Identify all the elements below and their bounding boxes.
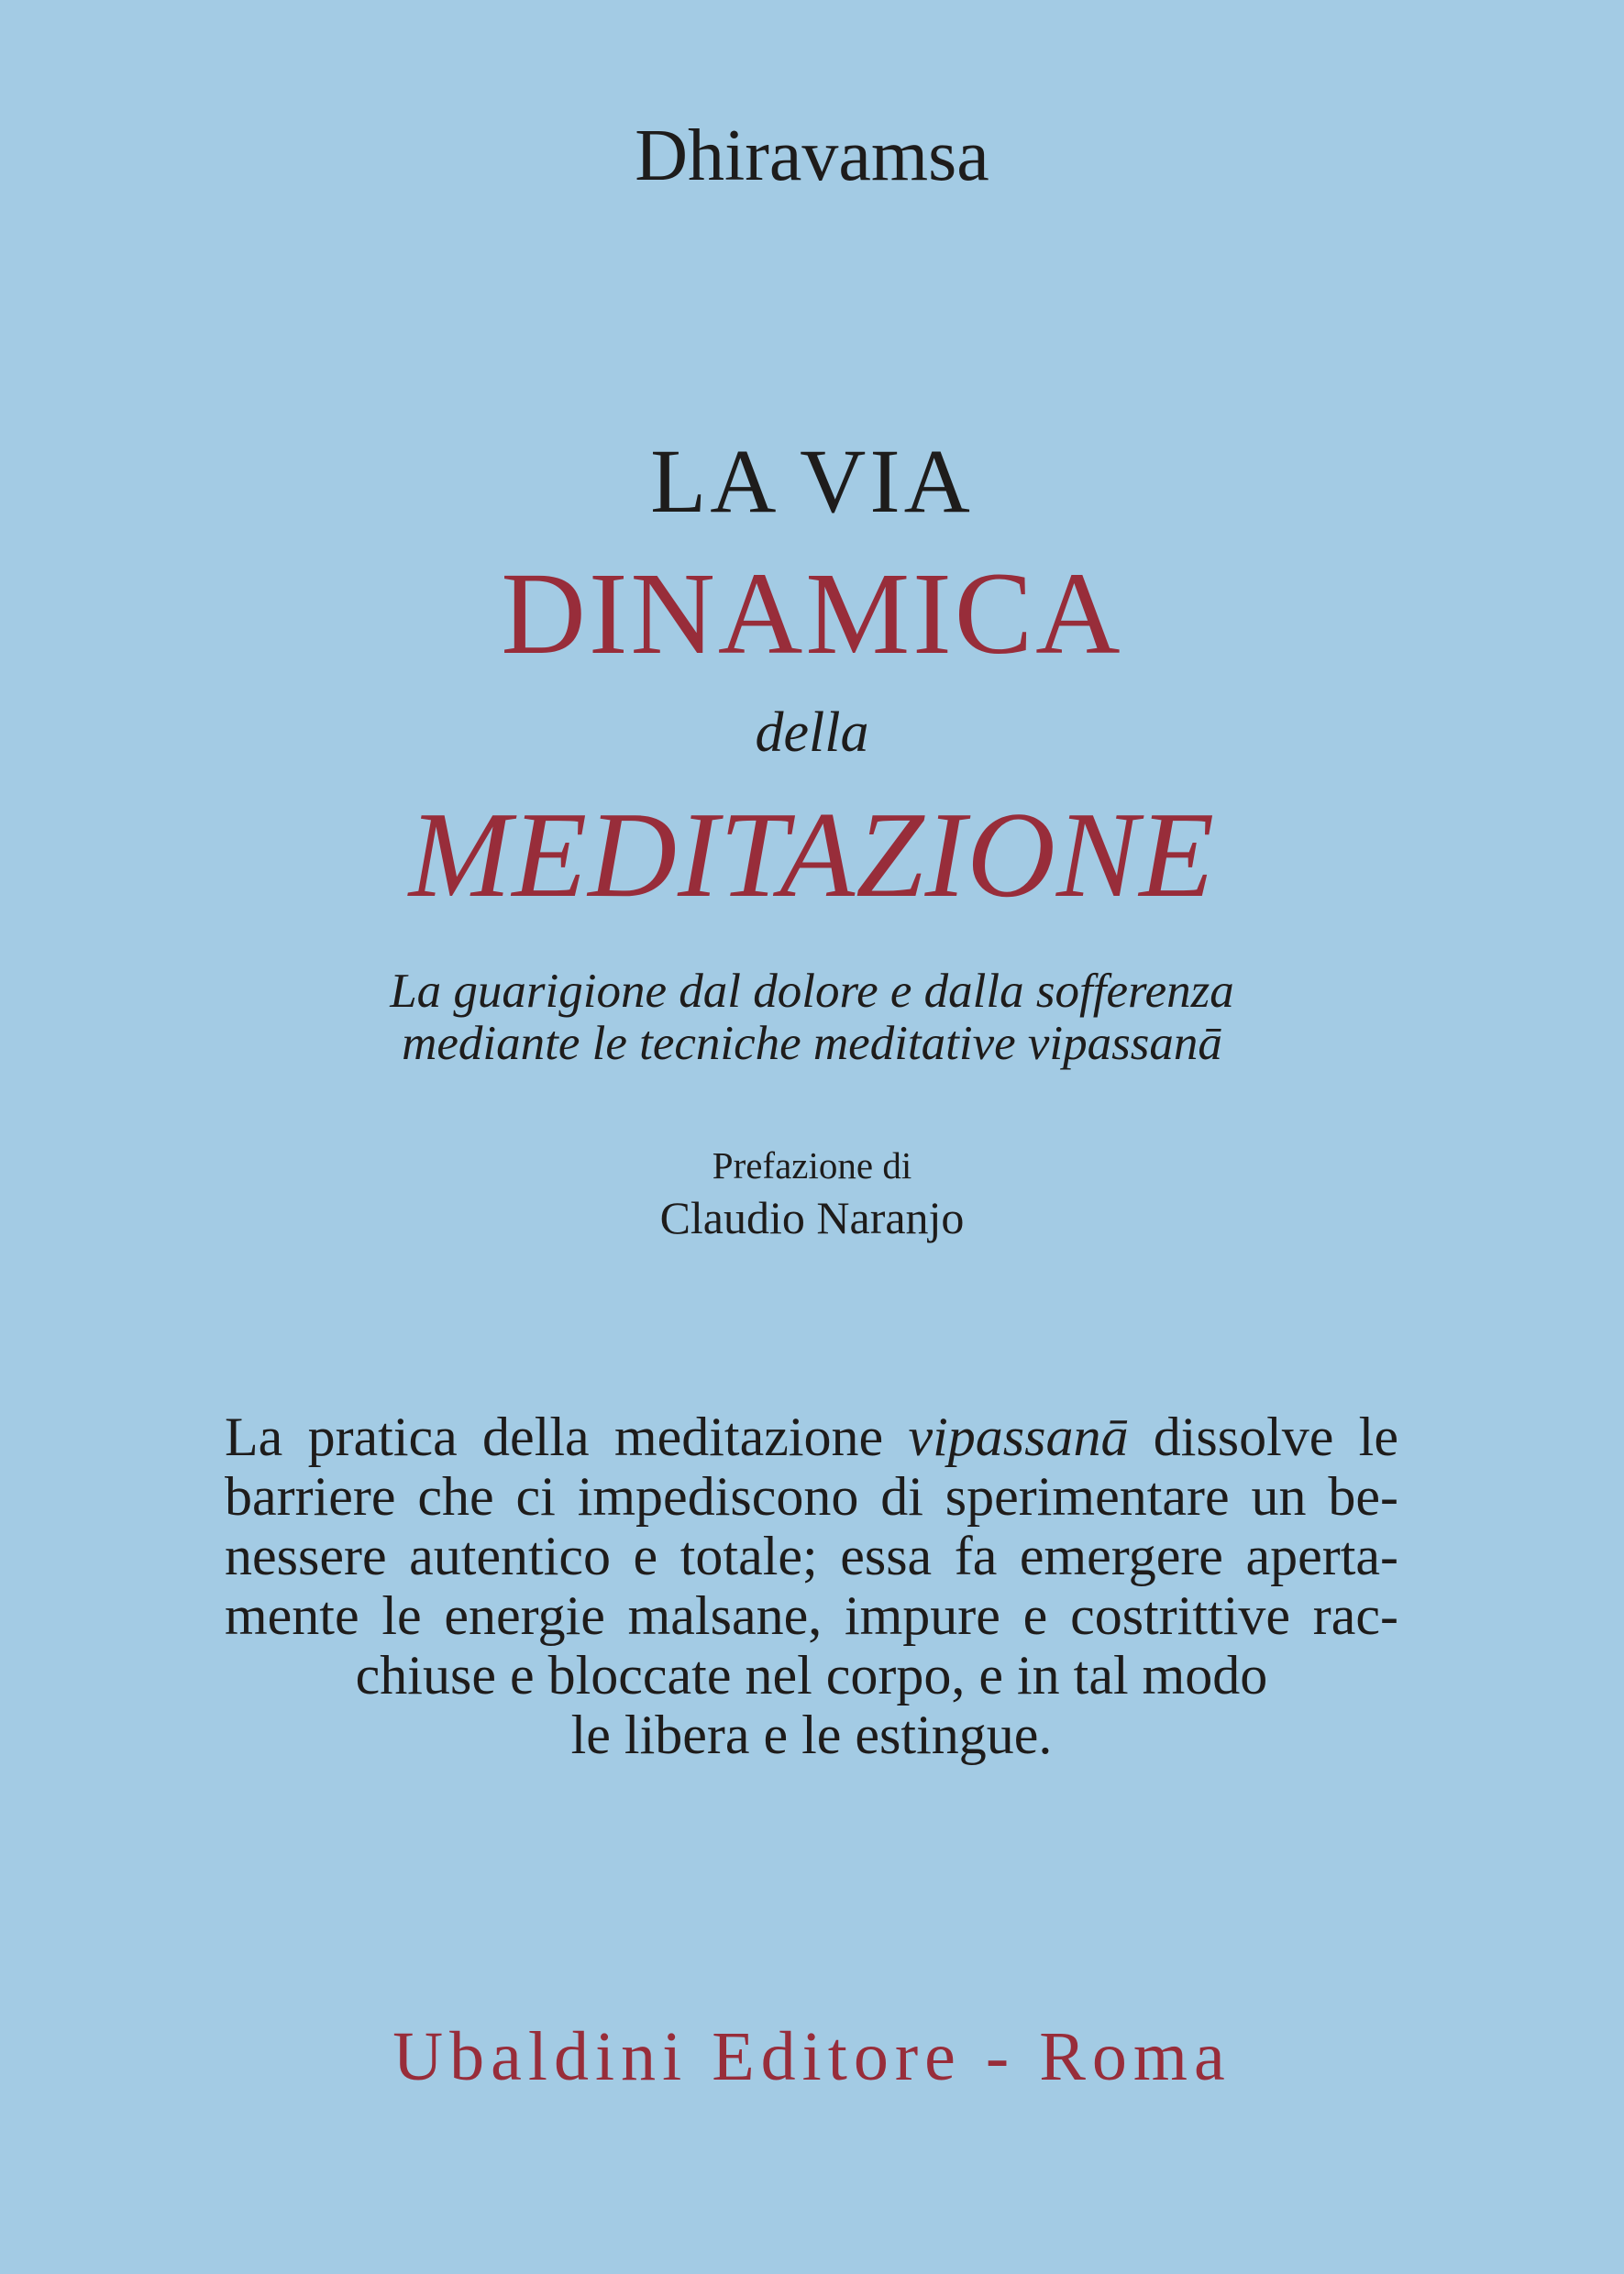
blurb-line-1-end: dissolve le (1128, 1407, 1398, 1467)
title-line-1: LA VIA (650, 430, 974, 532)
subtitle-line-2: mediante le tecniche meditative vipassanā (402, 1017, 1222, 1070)
title-line-2: DINAMICA (501, 548, 1123, 679)
publisher-imprint: Ubaldini Editore - Roma (392, 2018, 1232, 2095)
blurb-line-3: nessere autentico e totale; essa fa emergere aperta- (225, 1526, 1398, 1586)
blurb-line-4: mente le energie malsane, impure e costrittive rac- (225, 1585, 1398, 1646)
blurb-line-1 (225, 1407, 1398, 1467)
blurb-line-1-italic: vipassanā (908, 1407, 1129, 1467)
author-name: Dhiravamsa (635, 116, 989, 196)
title-line-3: della (755, 701, 869, 764)
blurb-line-2: barriere che ci impediscono di sperimentare un be- (225, 1466, 1398, 1527)
title-line-4: MEDITAZIONE (408, 787, 1216, 922)
subtitle-line-1: La guarigione dal dolore e dalla sofferenza (390, 965, 1234, 1018)
blurb-line-1-start: La pratica della meditazione (225, 1407, 909, 1467)
blurb-paragraph (225, 1407, 1398, 1765)
preface-author: Claudio Naranjo (659, 1192, 965, 1243)
preface-label: Prefazione di (712, 1144, 912, 1187)
blurb-line-6: le libera e le estingue. (570, 1705, 1053, 1765)
blurb-line-5: chiuse e bloccate nel corpo, e in tal modo (355, 1645, 1268, 1706)
